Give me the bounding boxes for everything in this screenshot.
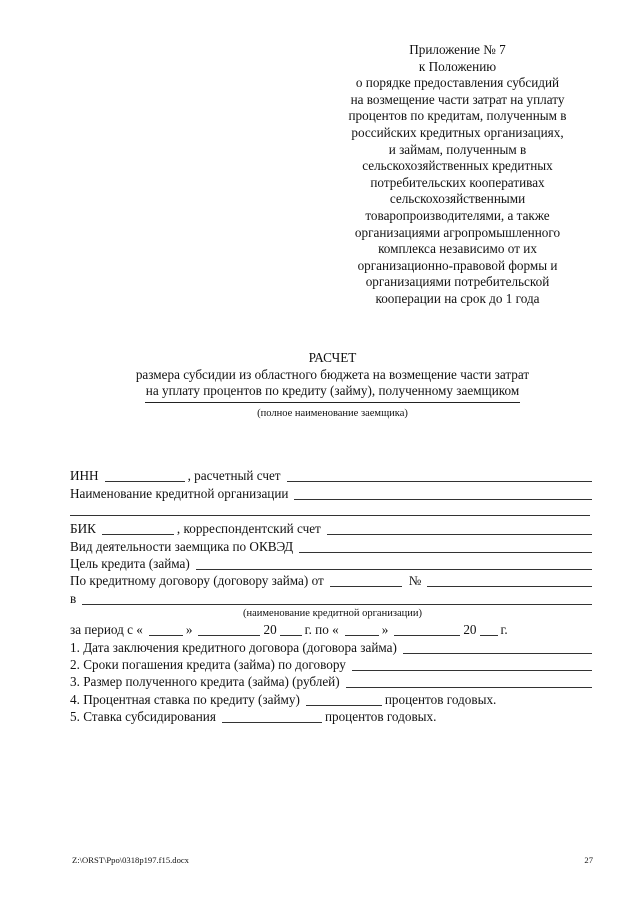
item2-label: 2. Сроки погашения кредита (займа) по договору [70, 656, 346, 672]
borrower-name-blank[interactable] [145, 402, 520, 403]
bik-field[interactable] [102, 522, 174, 535]
contract-number-field[interactable] [427, 574, 592, 587]
item1-label: 1. Дата заключения кредитного договора (договора займа) [70, 639, 397, 655]
purpose-label: Цель кредита (займа) [70, 555, 190, 571]
appendix-line: сельскохозяйственными [389, 191, 526, 207]
inn-field[interactable] [105, 469, 185, 482]
appendix-line: организационно-правовой формы и [357, 257, 558, 273]
bank-in-label: в [70, 590, 77, 606]
appendix-line: сельскохозяйственных кредитных [362, 158, 553, 174]
period-from-month-field[interactable] [198, 623, 260, 636]
period-row [70, 621, 595, 638]
period-from-label: за период с « [70, 622, 143, 638]
bik-row [70, 520, 595, 537]
appendix-line: о порядке предоставления субсидий [355, 75, 560, 91]
item5-row [70, 708, 595, 725]
appendix-line: процентов по кредитам, полученным в [348, 108, 567, 124]
bank-name-label: Наименование кредитной организации [70, 485, 289, 501]
document-title-block [60, 350, 605, 421]
okved-label: Вид деятельности заемщика по ОКВЭД [70, 538, 294, 554]
document-subtitle-line: размера субсидии из областного бюджета на возмещение части затрат [135, 366, 530, 382]
borrower-name-caption: (полное наименование заемщика) [257, 407, 408, 419]
contract-date-field[interactable] [330, 574, 402, 587]
period-to-quote: » [381, 622, 389, 638]
appendix-line: и займам, полученным в [388, 141, 527, 157]
appendix-header [325, 42, 590, 308]
okved-field[interactable] [299, 540, 592, 553]
contract-label: По кредитному договору (договору займа) от [70, 573, 324, 589]
item3-label: 3. Размер полученного кредита (займа) (рублей) [70, 674, 340, 690]
period-from-day-field[interactable] [149, 623, 183, 636]
item1-field[interactable] [403, 641, 592, 654]
bank-name-row [70, 484, 595, 501]
appendix-line: организациями потребительской [365, 274, 550, 290]
contract-number-sign: № [408, 573, 422, 589]
item4-label: 4. Процентная ставка по кредиту (займу) [70, 691, 300, 707]
item1-row [70, 638, 595, 655]
period-to-year-prefix: 20 [463, 622, 477, 638]
bik-label: БИК [70, 521, 96, 537]
bank-in-row [70, 589, 595, 606]
appendix-line: российских кредитных организациях, [351, 124, 564, 140]
item4-field[interactable] [306, 693, 382, 706]
account-field[interactable] [287, 469, 592, 482]
period-end-label: г. [500, 622, 508, 638]
corr-account-label: , корреспондентский счет [176, 521, 321, 537]
document-subtitle-line: на уплату процентов по кредиту (займу), полученному заемщиком [145, 383, 520, 398]
appendix-line: на возмещение части затрат на уплату [350, 91, 565, 107]
period-from-year-field[interactable] [280, 623, 302, 636]
bank-name-continuation-field[interactable] [70, 515, 590, 516]
item2-field[interactable] [352, 658, 592, 671]
item5-suffix: процентов годовых. [324, 709, 437, 725]
okved-row [70, 537, 595, 554]
appendix-line: организациями агропромышленного [354, 224, 561, 240]
document-heading: РАСЧЕТ [308, 350, 357, 365]
item4-row [70, 690, 595, 707]
item3-row [70, 673, 595, 690]
item4-suffix: процентов годовых. [384, 691, 497, 707]
period-to-day-field[interactable] [345, 623, 379, 636]
bank-name-field[interactable] [294, 487, 592, 500]
period-to-month-field[interactable] [394, 623, 460, 636]
appendix-line: Приложение № 7 [409, 42, 506, 57]
period-from-year-prefix: 20 [263, 622, 277, 638]
item5-label: 5. Ставка субсидирования [70, 709, 216, 725]
footer-page-number: 27 [584, 855, 593, 865]
appendix-line: товаропроизводителями, а также [365, 207, 550, 223]
item2-row [70, 656, 595, 673]
item5-field[interactable] [222, 710, 322, 723]
bank-in-field[interactable] [82, 592, 592, 605]
account-label: , расчетный счет [187, 468, 281, 484]
bank-in-caption: (наименование кредитной организации) [243, 607, 422, 619]
corr-account-field[interactable] [327, 522, 592, 535]
period-to-label: г. по « [304, 622, 339, 638]
period-from-quote: » [185, 622, 193, 638]
appendix-line: потребительских кооперативах [370, 174, 545, 190]
contract-row [70, 572, 595, 589]
footer-file-path: Z:\ORST\Ppo\0318p197.f15.docx [72, 855, 189, 865]
period-to-year-field[interactable] [480, 623, 498, 636]
purpose-field[interactable] [196, 557, 592, 570]
calculation-form [70, 467, 595, 725]
purpose-row [70, 555, 595, 572]
appendix-line: кооперации на срок до 1 года [375, 290, 540, 306]
inn-label: ИНН [70, 468, 99, 484]
appendix-line: комплекса независимо от их [378, 241, 537, 257]
appendix-line: к Положению [418, 58, 497, 74]
inn-row [70, 467, 595, 484]
item3-field[interactable] [346, 675, 592, 688]
